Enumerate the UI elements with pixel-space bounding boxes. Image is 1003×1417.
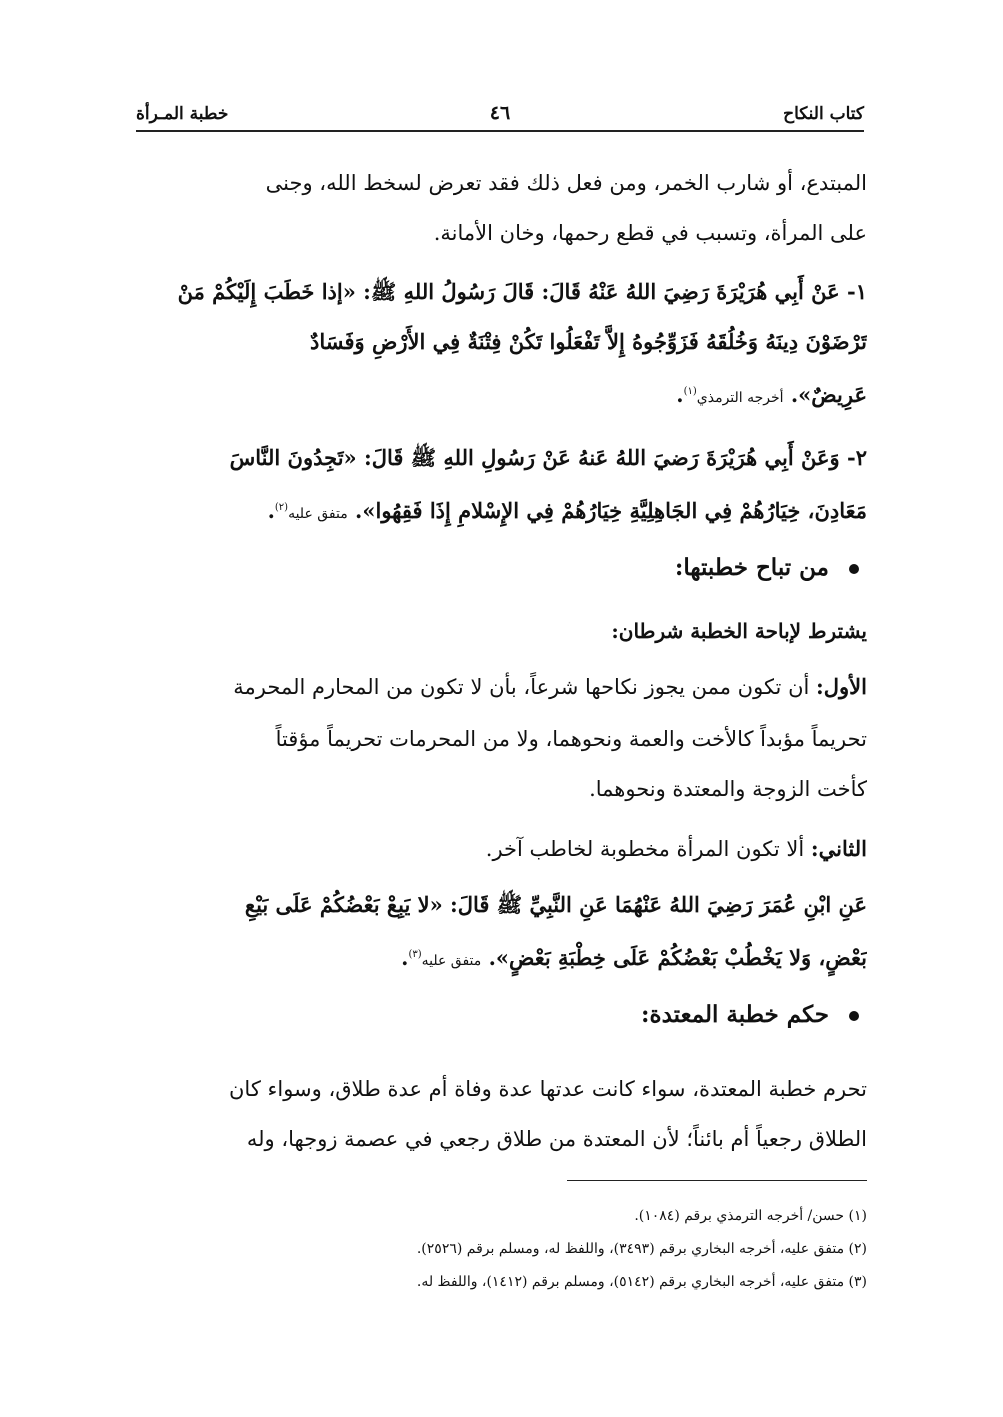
section-heading-text: حكم خطبة المعتدة: <box>641 1001 829 1028</box>
page-number: ٤٦ <box>489 102 511 124</box>
hadith-1-cont <box>177 317 867 423</box>
iddah-line-1: تحرم خطبة المعتدة، سواء كانت عدتها عدة وفاة أم عدة طلاق، وسواء كان <box>229 1077 867 1101</box>
hadith-2-text-2: مَعَادِنَ، خِيَارُهُمْ فِي الجَاهِلِيَّةِ خِيَارُهُمْ فِي الإِسْلامِ إِذَا فَقِهُوا». <box>355 498 867 523</box>
section-heading-permissible <box>675 553 859 583</box>
iddah-line-2: الطلاق رجعياً أم بائناً؛ لأن المعتدة من طلاق رجعي في عصمة زوجها، وله <box>246 1127 867 1151</box>
chapter-title: خطبة المـرأة <box>136 104 229 124</box>
hadith-1-text-1: عَنْ أَبِي هُرَيْرَةَ رَضِيَ اللهُ عَنْهُ قَالَ: قَالَ رَسُولُ اللهِ ﷺ: «إذا خَطَبَ إِلَيْكُمْ مَنْ <box>177 279 840 304</box>
running-header <box>136 104 864 128</box>
hadith-2-cont <box>177 483 867 539</box>
footnote-1: (١) حسن/ أخرجه الترمذي برقم (١٠٨٤). <box>634 1208 867 1224</box>
footnote-2: (٢) متفق عليه، أخرجه البخاري برقم (٣٤٩٣)، واللفظ له، ومسلم برقم (٢٥٢٦). <box>416 1241 867 1257</box>
hadith-1 <box>139 267 867 317</box>
hadith-1-footnote-ref: (١) <box>683 386 697 397</box>
hadith-2 <box>139 433 867 483</box>
condition-2-label: الثاني: <box>810 836 867 861</box>
intro-paragraph <box>177 158 867 258</box>
hadith-1-line-1 <box>139 267 867 317</box>
hadith-2-line-2: مَعَادِنَ، خِيَارُهُمْ فِي الجَاهِلِيَّةِ خِيَارُهُمْ فِي الإِسْلامِ إِذَا فَقِهُوا». متفق عليه$^{(٢)}$. <box>267 498 867 523</box>
conditions-subheading <box>177 606 867 656</box>
condition-1-line-2: تحريماً مؤبداً كالأخت والعمة ونحوهما، ولا من المحرمات تحريماً مؤقتاً <box>275 727 867 751</box>
hadith-3-text-2: بَعْضٍ، وَلا يَخْطُبْ بَعْضُكُمْ عَلَى خِطْبَةِ بَعْضٍ». <box>488 945 867 970</box>
hadith-3 <box>177 880 867 986</box>
iddah-paragraph <box>177 1064 867 1164</box>
hadith-1-line-2: تَرْضَوْنَ دِينَهُ وَخُلُقَهُ فَزَوِّجُوهُ إِلاَّ تَفْعَلُوا تَكُنْ فِتْنَةٌ فِي الأَرْضِ وَفَسَادٌ <box>310 329 867 354</box>
footnote-rule <box>567 1180 867 1181</box>
condition-1 <box>139 662 867 712</box>
hadith-1-line-3: عَرِيضٌ». أخرجه الترمذي$^{(١)}$. <box>676 382 867 407</box>
hadith-2-line-1 <box>139 433 867 483</box>
condition-1-label: الأول: <box>816 674 867 699</box>
hadith-1-text-3: عَرِيضٌ». <box>790 382 867 407</box>
section-heading-text: من تباح خطبتها: <box>674 554 829 581</box>
bullet-icon <box>849 1011 859 1021</box>
hadith-2-number: ٢- <box>847 445 867 470</box>
hadith-3-line-2: بَعْضٍ، وَلا يَخْطُبْ بَعْضُكُمْ عَلَى خِطْبَةِ بَعْضٍ». متفق عليه$^{(٣)}$. <box>401 945 867 970</box>
section-heading-iddah <box>641 1000 859 1030</box>
condition-2-text: ألا تكون المرأة مخطوبة لخاطب آخر. <box>485 837 805 861</box>
intro-line: على المرأة، وتسبب في قطع رحمها، وخان الأمانة. <box>433 221 867 245</box>
condition-1-line-1 <box>139 662 867 712</box>
header-rule <box>136 130 864 132</box>
condition-1-line-3: كأخت الزوجة والمعتدة ونحوهما. <box>589 777 867 801</box>
hadith-2-source: متفق عليه <box>288 506 348 522</box>
condition-1-text-1: أن تكون ممن يجوز نكاحها شرعاً، بأن لا تكون من المحارم المحرمة <box>233 675 810 699</box>
hadith-3-line-1: عَنِ ابْنِ عُمَرَ رَضِيَ اللهُ عَنْهُمَا عَنِ النَّبِيِّ ﷺ قَالَ: «لا يَبِعْ بَعْضُكُمْ عَلَى بَيْعِ <box>244 892 867 917</box>
book-title: كتاب النكاح <box>783 104 864 124</box>
condition-2-line <box>139 824 867 874</box>
hadith-1-source: أخرجه الترمذي <box>696 390 784 406</box>
hadith-3-footnote-ref: (٣) <box>408 949 422 960</box>
intro-line: المبتدع، أو شارب الخمر، ومن فعل ذلك فقد تعرض لسخط الله، وجنى <box>265 171 867 195</box>
footnote-3: (٣) متفق عليه، أخرجه البخاري برقم (٥١٤٢)، ومسلم برقم (١٤١٢)، واللفظ له. <box>416 1274 867 1290</box>
bullet-icon <box>849 564 859 574</box>
hadith-1-number: ١- <box>847 279 867 304</box>
hadith-3-source: متفق عليه <box>421 953 482 969</box>
hadith-2-footnote-ref: (٢) <box>274 502 289 513</box>
condition-2 <box>139 824 867 874</box>
subheading-text: يشترط لإباحة الخطبة شرطان: <box>611 619 867 643</box>
condition-1-cont <box>177 714 867 814</box>
hadith-2-text-1: وَعَنْ أَبِي هُرَيْرَةَ رَضيَ اللهُ عَنهُ عَنْ رَسُولِ اللهِ ﷺ قَالَ: «تَجِدُونَ النَّاسَ <box>229 445 840 470</box>
